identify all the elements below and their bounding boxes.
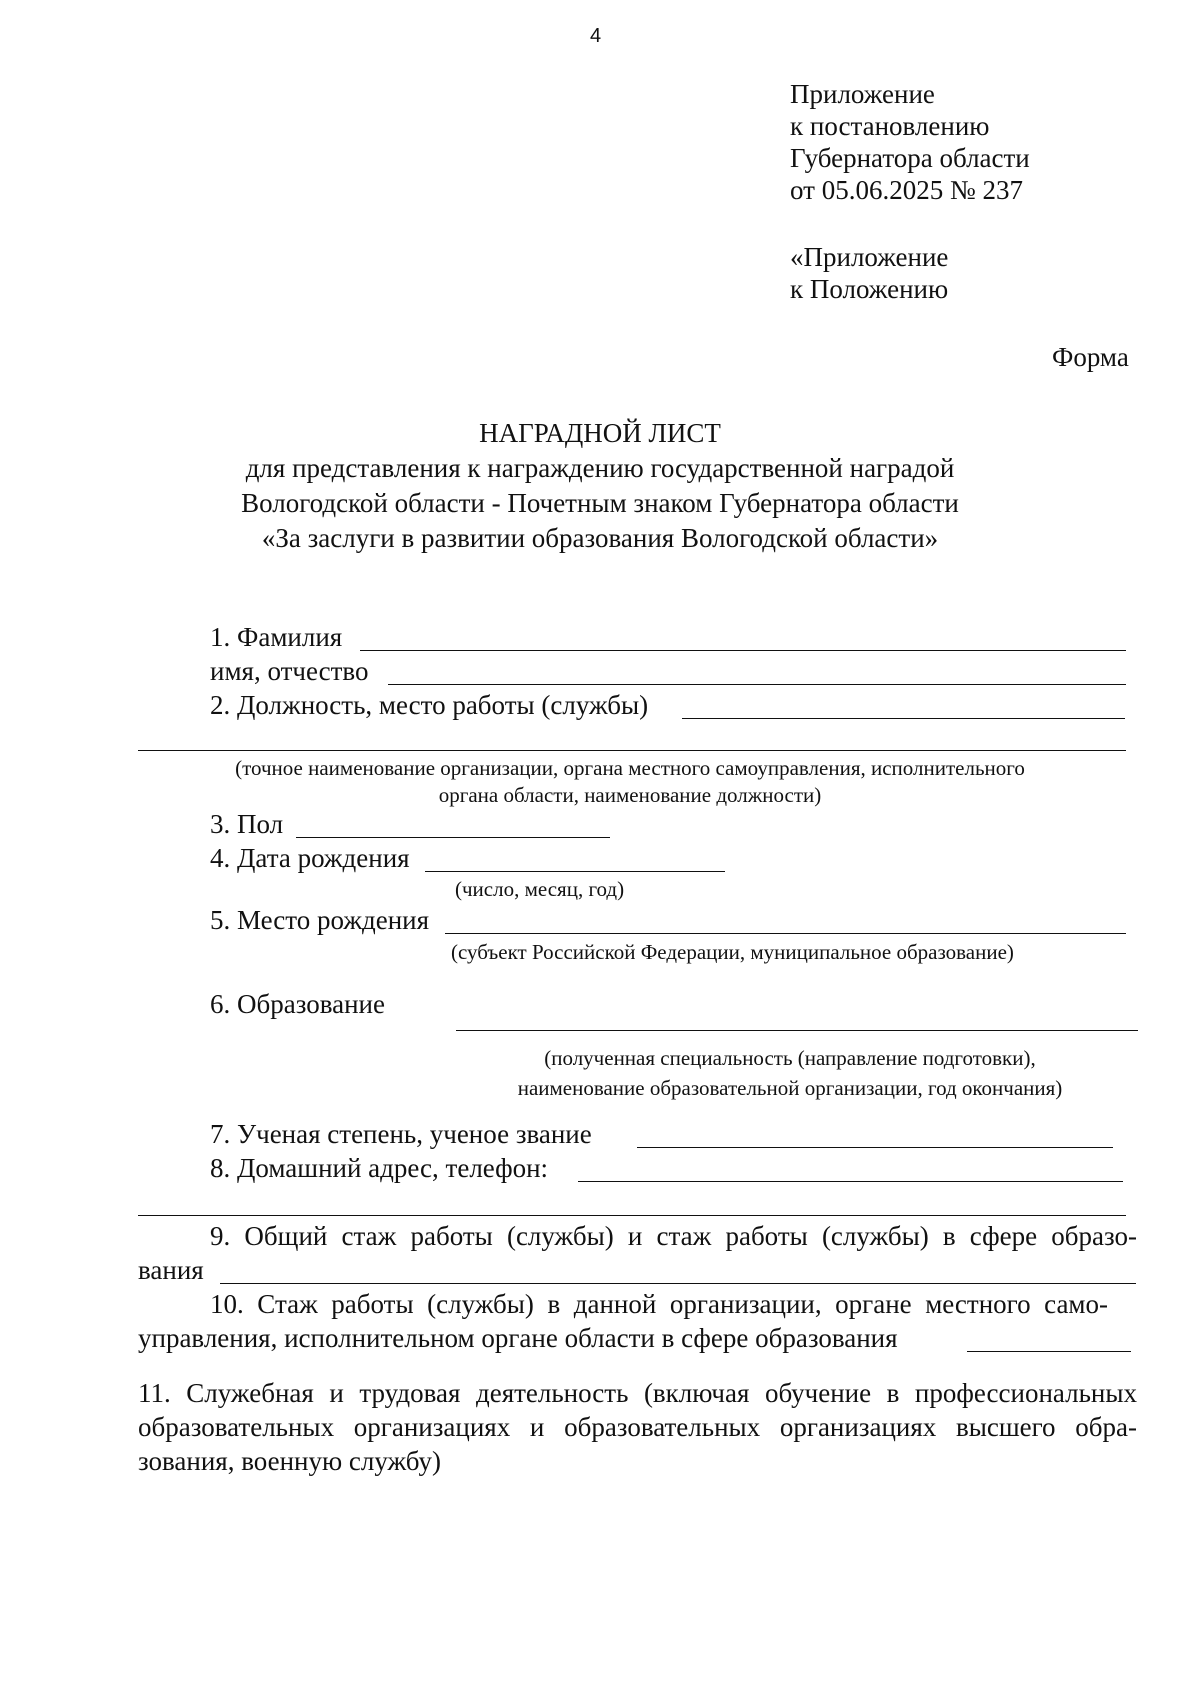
appendix-to-regulation [790, 241, 948, 305]
hint-line: наименование образовательной организации, год окончания) [517, 1076, 1063, 1100]
field-name-line[interactable] [388, 684, 1126, 685]
field-position-line-2[interactable] [138, 750, 1126, 751]
field-education-label: 6. Образование [210, 989, 385, 1019]
hint-line: (полученная специальность (направление подготовки), [544, 1046, 1036, 1070]
field-address-label: 8. Домашний адрес, телефон: [210, 1153, 549, 1183]
field-name-label: имя, отчество [210, 656, 369, 686]
field-position-hint [130, 755, 1130, 809]
title-subline: Вологодской области - Почетным знаком Губернатора области [241, 488, 959, 518]
appendix-line: «Приложение [790, 242, 949, 272]
field-career-label [138, 1376, 1137, 1478]
field-birthdate-label: 4. Дата рождения [210, 843, 410, 873]
career-line: 11. Служебная и трудовая деятельность (включая обучение в профессиональных [138, 1378, 1137, 1408]
title-main: НАГРАДНОЙ ЛИСТ [479, 418, 721, 448]
career-line: образовательных организациях и образовательных организациях высшего обра- [138, 1412, 1137, 1442]
field-position-label: 2. Должность, место работы (службы) [210, 690, 649, 720]
field-address-line-2[interactable] [138, 1215, 1126, 1216]
field-birthdate-hint: (число, месяц, год) [455, 877, 625, 901]
field-birthdate-line[interactable] [425, 871, 725, 872]
field-position-line[interactable] [682, 718, 1125, 719]
form-label: Форма [1052, 342, 1129, 372]
appendix-line: Губернатора области [790, 143, 1030, 173]
appendix-line: к постановлению [790, 111, 990, 141]
appendix-header [790, 78, 1030, 206]
field-surname-label: 1. Фамилия [210, 622, 343, 652]
field-total-experience-label-2: вания [138, 1255, 204, 1285]
hint-line: (точное наименование организации, органа местного самоуправления, исполнительного [235, 756, 1025, 780]
hint-line: органа области, наименование должности) [438, 783, 822, 807]
field-degree-label: 7. Ученая степень, ученое звание [210, 1119, 592, 1149]
field-birthplace-line[interactable] [445, 933, 1126, 934]
appendix-line: к Положению [790, 274, 949, 304]
title-subline: для представления к награждению государственной наградой [245, 453, 955, 483]
field-org-experience-label: 10. Стаж работы (службы) в данной организации, органе местного само- [210, 1289, 1108, 1319]
field-org-experience-label-2: управления, исполнительном органе области в сфере образования [138, 1323, 898, 1353]
field-sex-label: 3. Пол [210, 809, 284, 839]
field-total-experience-line[interactable] [220, 1283, 1136, 1284]
field-surname-line[interactable] [360, 650, 1126, 651]
appendix-line: от 05.06.2025 № 237 [790, 175, 1023, 205]
document-title [100, 416, 1100, 556]
field-education-hint [440, 1043, 1140, 1103]
field-org-experience-line[interactable] [967, 1351, 1131, 1352]
field-education-line[interactable] [456, 1030, 1138, 1031]
field-birthplace-label: 5. Место рождения [210, 905, 430, 935]
page-number: 4 [590, 25, 602, 47]
appendix-line: Приложение [790, 79, 935, 109]
field-degree-line[interactable] [637, 1147, 1113, 1148]
field-address-line[interactable] [578, 1181, 1123, 1182]
title-subline: «За заслуги в развитии образования Вологодской области» [261, 523, 939, 553]
field-birthplace-hint: (субъект Российской Федерации, муниципальное образование) [451, 940, 1014, 964]
field-total-experience-label: 9. Общий стаж работы (службы) и стаж работы (службы) в сфере образо- [210, 1221, 1137, 1251]
career-line: зования, военную службу) [138, 1446, 441, 1476]
field-sex-line[interactable] [296, 837, 610, 838]
